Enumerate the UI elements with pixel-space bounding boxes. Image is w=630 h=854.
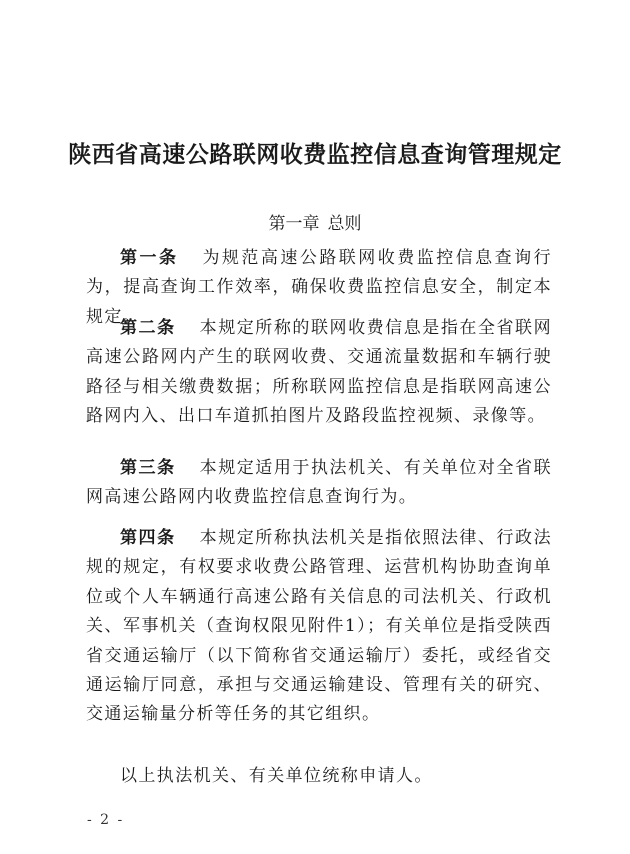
article-number: 第四条 [120,528,176,548]
article-text: 本规定适用于执法机关、有关单位对全省联网高速公路网内收费监控信息查询行为。 [86,458,552,508]
article-2 [86,314,552,432]
article-number: 第三条 [120,458,176,478]
chapter-title: 总则 [327,214,362,234]
article-4 [86,524,552,730]
closing-text: 以上执法机关、有关单位统称申请人。 [120,766,433,786]
closing-paragraph [86,762,552,791]
article-text: 为规范高速公路联网收费监控信息查询行为，提高查询工作效率，确保收费监控信息安全，制定本规定。 [86,248,553,327]
article-number: 第一条 [120,248,179,268]
article-text: 本规定所称执法机关是指依照法律、行政法规的规定，有权要求收费公路管理、运营机构协助查询单位或个人车辆通行高速公路有关信息的司法机关、行政机关、军事机关（查询权限见附件1）；有关单位是指受陕西省交通运输厅（以下简称省交通运输厅）委托，或经省交通运输厅同意，承担与交通运输建设、管理有关的研究、交通运输量分析等任务的其它组织。 [86,528,552,725]
chapter-number: 第一章 [268,214,320,234]
article-3 [86,454,552,513]
chapter-heading [0,212,630,236]
article-number: 第二条 [120,318,176,338]
document-title: 陕西省高速公路联网收费监控信息查询管理规定 [68,141,562,168]
article-text: 本规定所称的联网收费信息是指在全省联网高速公路网内产生的联网收费、交通流量数据和车辆行驶路径与相关缴费数据；所称联网监控信息是指联网高速公路网内入、出口车道抓拍图片及路段监控视频、录像等。 [86,318,552,427]
page-number: - 2 - [87,812,125,828]
